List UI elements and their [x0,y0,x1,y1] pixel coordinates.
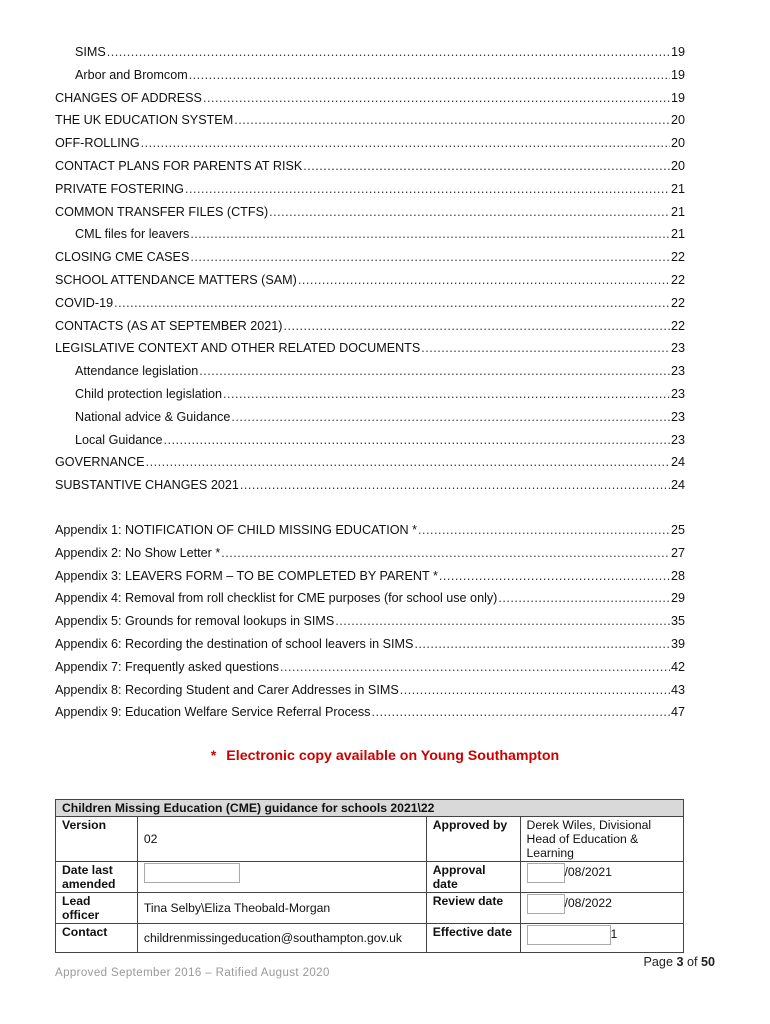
dot-leader [199,364,670,378]
toc-entry-page: 22 [670,250,685,265]
toc-entry-page: 23 [670,386,685,401]
appendix-entry[interactable] [55,591,685,614]
appendix-entry-page: 43 [670,682,685,697]
doc-table-heading: Children Missing Education (CME) guidance for schools 2021\22 [56,800,684,817]
toc-entry-title: Child protection legislation [75,386,223,401]
dot-leader [298,273,670,287]
toc-entry[interactable] [55,455,685,478]
toc-entry-title: Local Guidance [75,432,163,447]
dot-leader [234,113,670,127]
dot-leader [114,296,670,310]
appendix-entry-title: Appendix 1: NOTIFICATION OF CHILD MISSING EDUCATION * [55,522,418,537]
effective-date-cell [520,924,683,953]
effective-date-label: Effective date [426,924,520,953]
dot-leader [107,45,670,59]
version-value: 02 [137,817,426,862]
toc-entry-page: 19 [670,67,685,82]
toc-appendix-list [55,523,685,728]
toc-entry-title: SIMS [75,45,106,59]
appendix-entry-title: Appendix 2: No Show Letter * [55,545,221,560]
dot-leader [283,319,670,333]
toc-entry-title: OFF-ROLLING [55,136,140,151]
toc-entry[interactable] [55,159,685,182]
toc-entry-title: LEGISLATIVE CONTEXT AND OTHER RELATED DOCUMENTS [55,341,421,356]
toc-entry-title: COMMON TRANSFER FILES (CTFS) [55,204,269,219]
toc-entry-title: CONTACT PLANS FOR PARENTS AT RISK [55,158,303,173]
appendix-entry[interactable] [55,637,685,660]
toc-entry[interactable] [55,387,685,410]
toc-entry-title: CLOSING CME CASES [55,250,190,265]
toc-entry-page: 19 [670,45,685,59]
toc-entry-title: SUBSTANTIVE CHANGES 2021 [55,478,239,493]
review-date-label: Review date [426,893,520,924]
toc-entry[interactable] [55,478,685,501]
appendix-entry[interactable] [55,705,685,728]
dot-leader [190,227,670,241]
appendix-entry-title: Appendix 6: Recording the destination of school leavers in SIMS [55,636,414,651]
toc-entry[interactable] [55,410,685,433]
appendix-entry[interactable] [55,523,685,546]
review-date-value: /08/2022 [564,896,612,911]
appendix-entry[interactable] [55,546,685,569]
toc-entry-page: 24 [670,478,685,493]
toc-entry-title: COVID-19 [55,295,114,310]
appendix-entry-page: 39 [670,636,685,651]
toc-entry-title: CHANGES OF ADDRESS [55,90,202,105]
appendix-entry[interactable] [55,660,685,683]
appendix-entry-title: Appendix 9: Education Welfare Service Referral Process [55,705,371,720]
approval-date-cell [520,862,683,893]
appendix-entry-title: Appendix 7: Frequently asked questions [55,659,280,674]
toc-entry-page: 20 [670,113,685,128]
toc-entry-title: PRIVATE FOSTERING [55,181,184,196]
dot-leader [146,455,670,469]
toc-entry-page: 20 [670,158,685,173]
appendix-entry-page: 42 [670,659,685,674]
dot-leader [240,478,670,492]
dot-leader [414,637,670,651]
date-last-amended-label: Date last amended [56,862,138,893]
toc-entry-page: 23 [670,341,685,356]
toc-entry-page: 20 [670,136,685,151]
page-word: Page [643,955,673,969]
toc-entry-title: Attendance legislation [75,364,199,379]
date-last-amended-field[interactable] [144,863,240,883]
notice-text: Electronic copy available on Young Southampton [226,748,560,764]
dot-leader [439,569,670,583]
toc-entry[interactable] [55,45,685,68]
toc-entry-page: 23 [670,364,685,379]
toc-entry-page: 21 [670,181,685,196]
toc-entry-title: National advice & Guidance [75,409,231,424]
toc-entry[interactable] [55,205,685,228]
document-control-table [55,799,684,953]
appendix-entry-page: 29 [670,591,685,606]
toc-entry-page: 23 [670,409,685,424]
dot-leader [164,433,670,447]
appendix-entry[interactable] [55,569,685,592]
toc-entry[interactable] [55,182,685,205]
toc-entry-page: 22 [670,272,685,287]
dot-leader [269,205,670,219]
approval-date-value: /08/2021 [564,865,612,880]
dot-leader [185,182,670,196]
toc-entry[interactable] [55,136,685,159]
appendix-entry-title: Appendix 3: LEAVERS FORM – TO BE COMPLETED BY PARENT * [55,568,438,583]
dot-leader [371,705,670,719]
appendix-entry[interactable] [55,614,685,637]
effective-date-field[interactable] [527,925,611,945]
electronic-copy-notice [0,748,770,764]
lead-officer-label: Lead officer [56,893,138,924]
toc-entry-title: CML files for leavers [75,227,190,242]
toc-entry[interactable] [55,341,685,364]
toc-entry[interactable] [55,319,685,342]
approved-by-label: Approved by [426,817,520,862]
toc-gap [55,501,685,523]
dot-leader [280,660,670,674]
appendix-entry-page: 47 [670,705,685,720]
toc-entry[interactable] [55,433,685,456]
toc-entry-title: GOVERNANCE [55,455,145,470]
toc-entry[interactable] [55,364,685,387]
notice-asterisk: * [210,748,217,764]
toc-entry-page: 21 [670,204,685,219]
dot-leader [231,410,670,424]
approved-by-value: Derek Wiles, Divisional Head of Education & Learning [520,817,683,862]
toc-entry-page: 22 [670,318,685,333]
dot-leader [421,341,670,355]
page-total: 50 [700,955,715,969]
dot-leader [335,614,670,628]
appendix-entry-page: 28 [670,568,685,583]
dot-leader [400,683,670,697]
dot-leader [189,68,670,82]
toc-entry-page: 23 [670,432,685,447]
dot-leader [418,523,670,537]
toc-entry-title: SCHOOL ATTENDANCE MATTERS (SAM) [55,272,297,287]
toc-entry[interactable] [55,68,685,91]
review-date-field[interactable] [527,894,565,914]
toc-entry-page: 22 [670,295,685,310]
lead-officer-value: Tina Selby\Eliza Theobald-Morgan [137,893,426,924]
dot-leader [498,591,670,605]
toc-entry-title: Arbor and Bromcom [75,67,188,82]
page-number [644,955,715,969]
date-last-amended-cell [137,862,426,893]
dot-leader [303,159,670,173]
footer-approval-text: Approved September 2016 – Ratified August 2020 [55,967,330,979]
page-current: 3 [676,955,684,969]
toc-entry-page: 24 [670,455,685,470]
appendix-entry[interactable] [55,683,685,706]
appendix-entry-title: Appendix 4: Removal from roll checklist for CME purposes (for school use only) [55,591,498,606]
contact-value: childrenmissingeducation@southampton.gov.uk [137,924,426,953]
of-word: of [686,955,698,969]
appendix-entry-page: 27 [670,545,685,560]
dot-leader [190,250,670,264]
toc-entry[interactable] [55,273,685,296]
version-label: Version [56,817,138,862]
toc-main-list [55,45,685,501]
appendix-entry-title: Appendix 8: Recording Student and Carer Addresses in SIMS [55,682,399,697]
dot-leader [203,91,670,105]
appendix-entry-page: 35 [670,614,685,629]
dot-leader [141,136,670,150]
toc-entry-page: 19 [670,90,685,105]
effective-date-value: 1 [610,927,618,942]
toc-entry[interactable] [55,296,685,319]
dot-leader [221,546,670,560]
toc-entry-title: THE UK EDUCATION SYSTEM [55,113,234,128]
appendix-entry-page: 25 [670,522,685,537]
contact-label: Contact [56,924,138,953]
appendix-entry-title: Appendix 5: Grounds for removal lookups in SIMS [55,614,335,629]
review-date-cell [520,893,683,924]
approval-date-label: Approval date [426,862,520,893]
toc-entry-title: CONTACTS (AS AT SEPTEMBER 2021) [55,318,283,333]
toc-entry[interactable] [55,250,685,273]
toc-entry-page: 21 [670,227,685,242]
toc-entry[interactable] [55,91,685,114]
table-of-contents [55,45,685,728]
toc-entry[interactable] [55,113,685,136]
dot-leader [223,387,670,401]
toc-entry[interactable] [55,227,685,250]
approval-date-field[interactable] [527,863,565,883]
